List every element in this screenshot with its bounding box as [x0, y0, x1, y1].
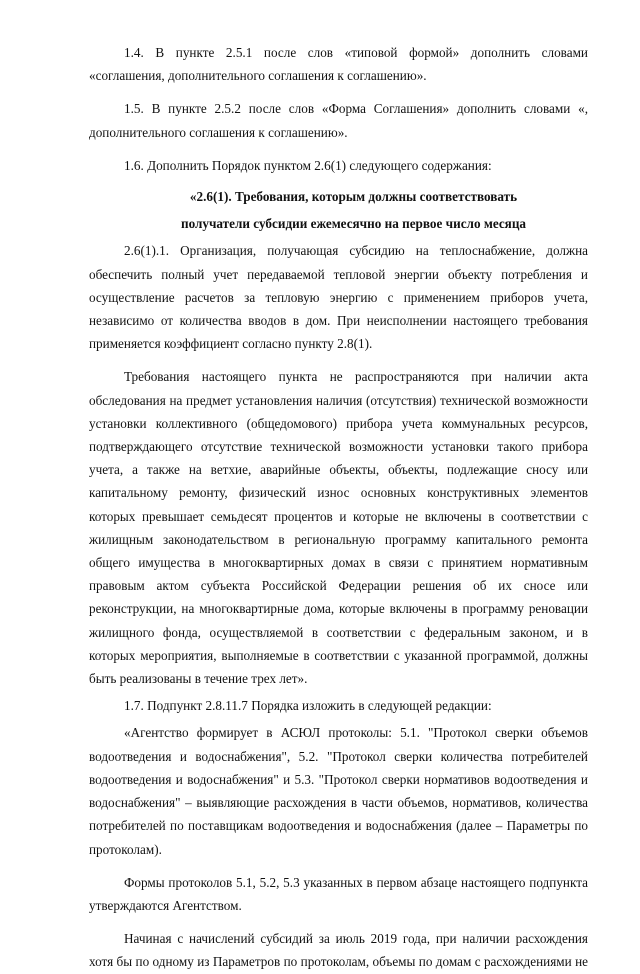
paragraph-protocol-forms: Формы протоколов 5.1, 5.2, 5.3 указанных в первом абзаце настоящего подпункта утверждаются Агентством.	[89, 874, 588, 913]
section-heading-line-1: «2.6(1). Требования, которым должны соответствовать	[189, 189, 518, 205]
paragraph-requirements-exception: Требования настоящего пункта не распространяются при наличии акта обследования на предмет установления наличия (отсутствия) технической возможности установки коллективного (общедомового) прибора учета коммунальных ресурсов, подтверждающего отсутствие технической возможности установки такого прибора учета, а также на ветхие, аварийные объекты, объекты, подлежащие сносу или капитальному ремонту, физический износ основных конструктивных элементов которых превышает семьдесят процентов и которые не включены в соответствии с жилищным законодательством в региональную программу капитального ремонта общего имущества в многоквартирных домах в связи с принятием нормативным правовым актом субъекта Российской Федерации решения об их сносе или реконструкции, на многоквартирные дома, которые включены в программу реновации жилищного фонда, осуществляемой в соответствии с федеральным законом, и в которых мероприятия, выполняемые в соответствии с указанной программой, должны быть реализованы в течение трех лет».	[89, 369, 588, 687]
paragraph-2-6-1-1: 2.6(1).1. Организация, получающая субсидию на теплоснабжение, должна обеспечить полный учет передаваемой тепловой энергии объекту потребления и осуществление расчетов за тепловую энергию с применением приборов учета, независимо от количества вводов в дом. При неисполнении настоящего требования применяется коэффициент согласно пункту 2.8(1).	[89, 243, 588, 352]
paragraph-agency-protocols: «Агентство формирует в АСЮЛ протоколы: 5.1. "Протокол сверки объемов водоотведения и водоснабжения", 5.2. "Протокол сверки количества потребителей водоотведения и водоснабжения" и 5.3. "Протокол сверки нормативов водоотведения и водоснабжения" – выявляющие расхождения в части объемов, нормативов, количества потребителей по поставщикам водоотведения и водоснабжения (далее – Параметры по протоколам).	[89, 725, 588, 857]
section-heading-line-2: получатели субсидии ежемесячно на первое число месяца	[180, 216, 527, 232]
paragraph-1-4: 1.4. В пункте 2.5.1 после слов «типовой формой» дополнить словами «соглашения, дополнительного соглашения к соглашению».	[89, 45, 588, 84]
paragraph-1-6: 1.6. Дополнить Порядок пунктом 2.6(1) следующего содержания:	[124, 157, 492, 173]
paragraph-subsidy-calculation: Начиная с начислений субсидий за июль 2019 года, при наличии расхождения хотя бы по одному из Параметров по протоколам, объемы по домам с расхождениями не	[89, 931, 588, 970]
paragraph-1-7: 1.7. Подпункт 2.8.11.7 Порядка изложить в следующей редакции:	[124, 698, 492, 714]
paragraph-1-5: 1.5. В пункте 2.5.2 после слов «Форма Соглашения» дополнить словами «, дополнительного соглашения к соглашению».	[89, 101, 588, 140]
document-body	[89, 41, 588, 974]
